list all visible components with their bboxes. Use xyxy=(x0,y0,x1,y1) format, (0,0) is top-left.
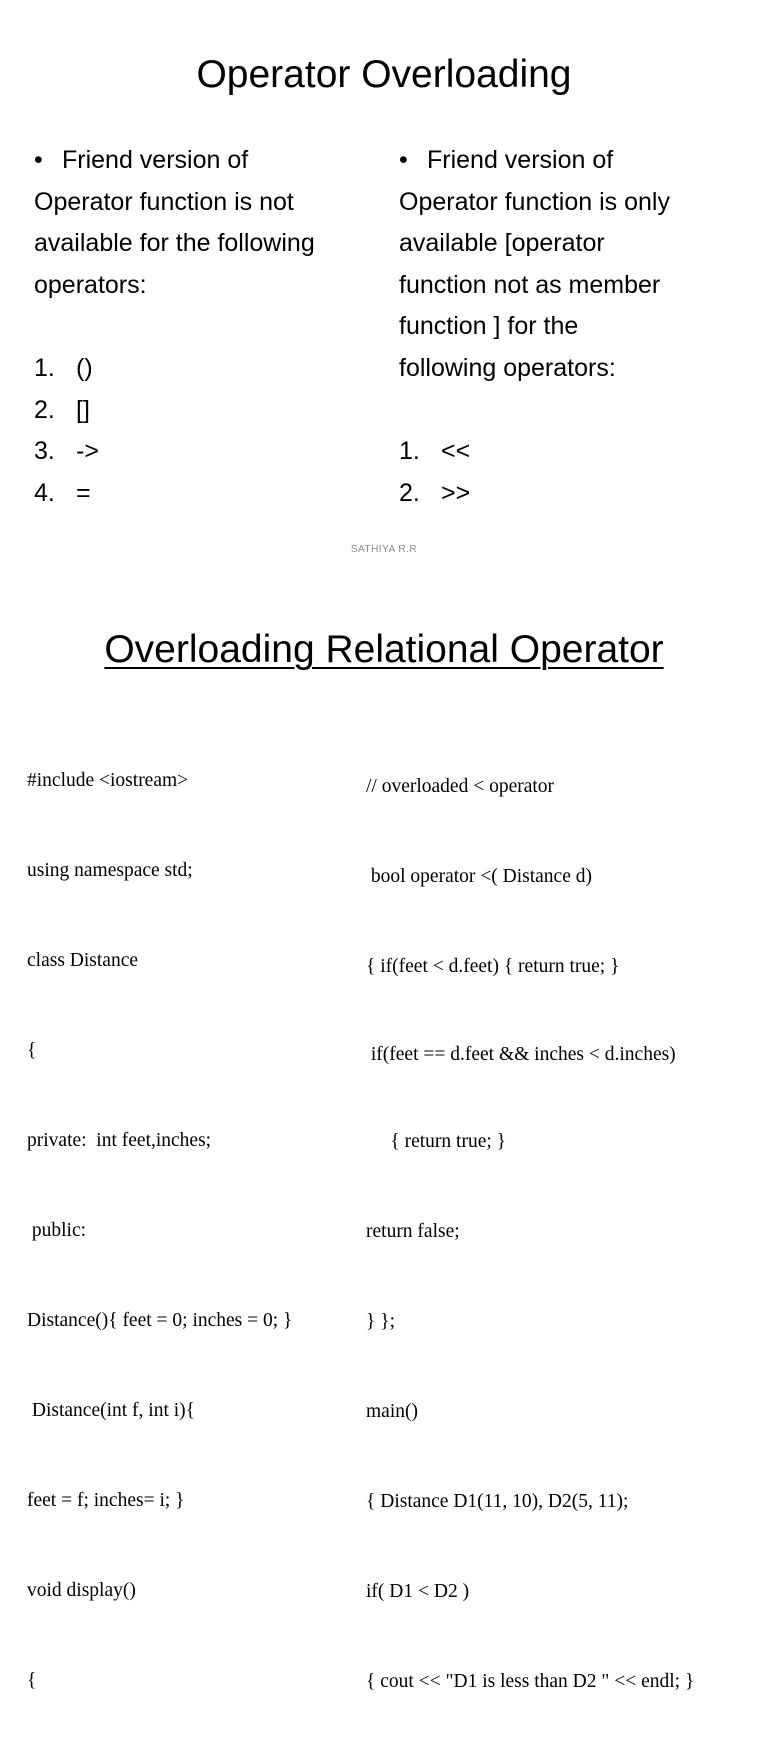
text-line: Operator function is only xyxy=(399,187,670,216)
code-line: Distance(){ feet = 0; inches = 0; } xyxy=(27,1310,293,1331)
list-item xyxy=(34,431,379,473)
text-line: operators: xyxy=(34,270,147,299)
text-line: function not as member xyxy=(399,270,661,299)
code-line: main() xyxy=(366,1401,418,1422)
bullet-item xyxy=(34,140,379,182)
code-line: { return true; } xyxy=(366,1131,507,1152)
spacer xyxy=(399,390,744,432)
slide-footer: SATHIYA R.R xyxy=(350,544,418,555)
list-number: 1. xyxy=(399,437,420,466)
list-item xyxy=(399,431,744,473)
code-line: if(feet == d.feet && inches < d.inches) xyxy=(366,1044,676,1065)
right-column xyxy=(399,140,744,514)
list-item xyxy=(34,390,379,432)
bullet-item xyxy=(399,140,744,182)
code-line: { Distance D1(11, 10), D2(5, 11); xyxy=(366,1491,629,1512)
slide-title: Operator Overloading xyxy=(196,53,572,96)
code-line: Distance(int f, int i){ xyxy=(27,1400,196,1421)
code-line: public: xyxy=(27,1220,87,1241)
slide-title: Overloading Relational Operator xyxy=(104,628,664,671)
list-number: 1. xyxy=(34,353,55,382)
bullet-icon: • xyxy=(34,146,43,174)
code-line: bool operator <( Distance d) xyxy=(366,866,592,887)
code-line: { xyxy=(27,1670,37,1691)
list-item xyxy=(34,473,379,515)
code-line: feet = f; inches= i; } xyxy=(27,1490,185,1511)
list-text: << xyxy=(441,437,471,466)
code-line: { if(feet < d.feet) { return true; } xyxy=(366,956,620,977)
code-block-right xyxy=(366,712,694,1757)
list-number: 2. xyxy=(399,478,420,507)
slide-operator-overloading xyxy=(0,0,768,576)
code-line: if( D1 < D2 ) xyxy=(366,1581,470,1602)
code-line: #include <iostream> xyxy=(27,770,189,791)
text-line: Friend version of xyxy=(427,146,614,174)
left-column xyxy=(34,140,379,514)
code-line: return false; xyxy=(366,1221,460,1242)
list-text: >> xyxy=(441,478,471,507)
text-line: available for the following xyxy=(34,229,315,258)
bullet-icon: • xyxy=(399,146,408,174)
text-line: Operator function is not xyxy=(34,187,294,216)
list-text: -> xyxy=(76,437,99,466)
list-number: 4. xyxy=(34,478,55,507)
text-line: following operators: xyxy=(399,353,616,382)
list-text: [] xyxy=(76,395,90,424)
text-line: Friend version of xyxy=(62,146,249,174)
code-line: { cout << "D1 is less than D2 " << endl; } xyxy=(366,1671,695,1692)
list-number: 2. xyxy=(34,395,55,424)
spacer xyxy=(34,306,379,348)
code-block-left xyxy=(27,706,292,1756)
code-line: private: int feet,inches; xyxy=(27,1130,212,1151)
list-text: () xyxy=(76,353,93,382)
list-number: 3. xyxy=(34,437,55,466)
code-line: { xyxy=(27,1040,37,1061)
slide-overloading-relational-operator xyxy=(0,576,768,1692)
code-line: void display() xyxy=(27,1580,136,1601)
text-line: function ] for the xyxy=(399,312,579,341)
code-line: using namespace std; xyxy=(27,860,193,881)
text-line: available [operator xyxy=(399,229,605,258)
list-item xyxy=(399,473,744,515)
code-line: } }; xyxy=(366,1311,396,1332)
list-item xyxy=(34,348,379,390)
code-line: class Distance xyxy=(27,950,139,971)
code-line: // overloaded < operator xyxy=(366,776,555,797)
list-text: = xyxy=(76,478,91,507)
